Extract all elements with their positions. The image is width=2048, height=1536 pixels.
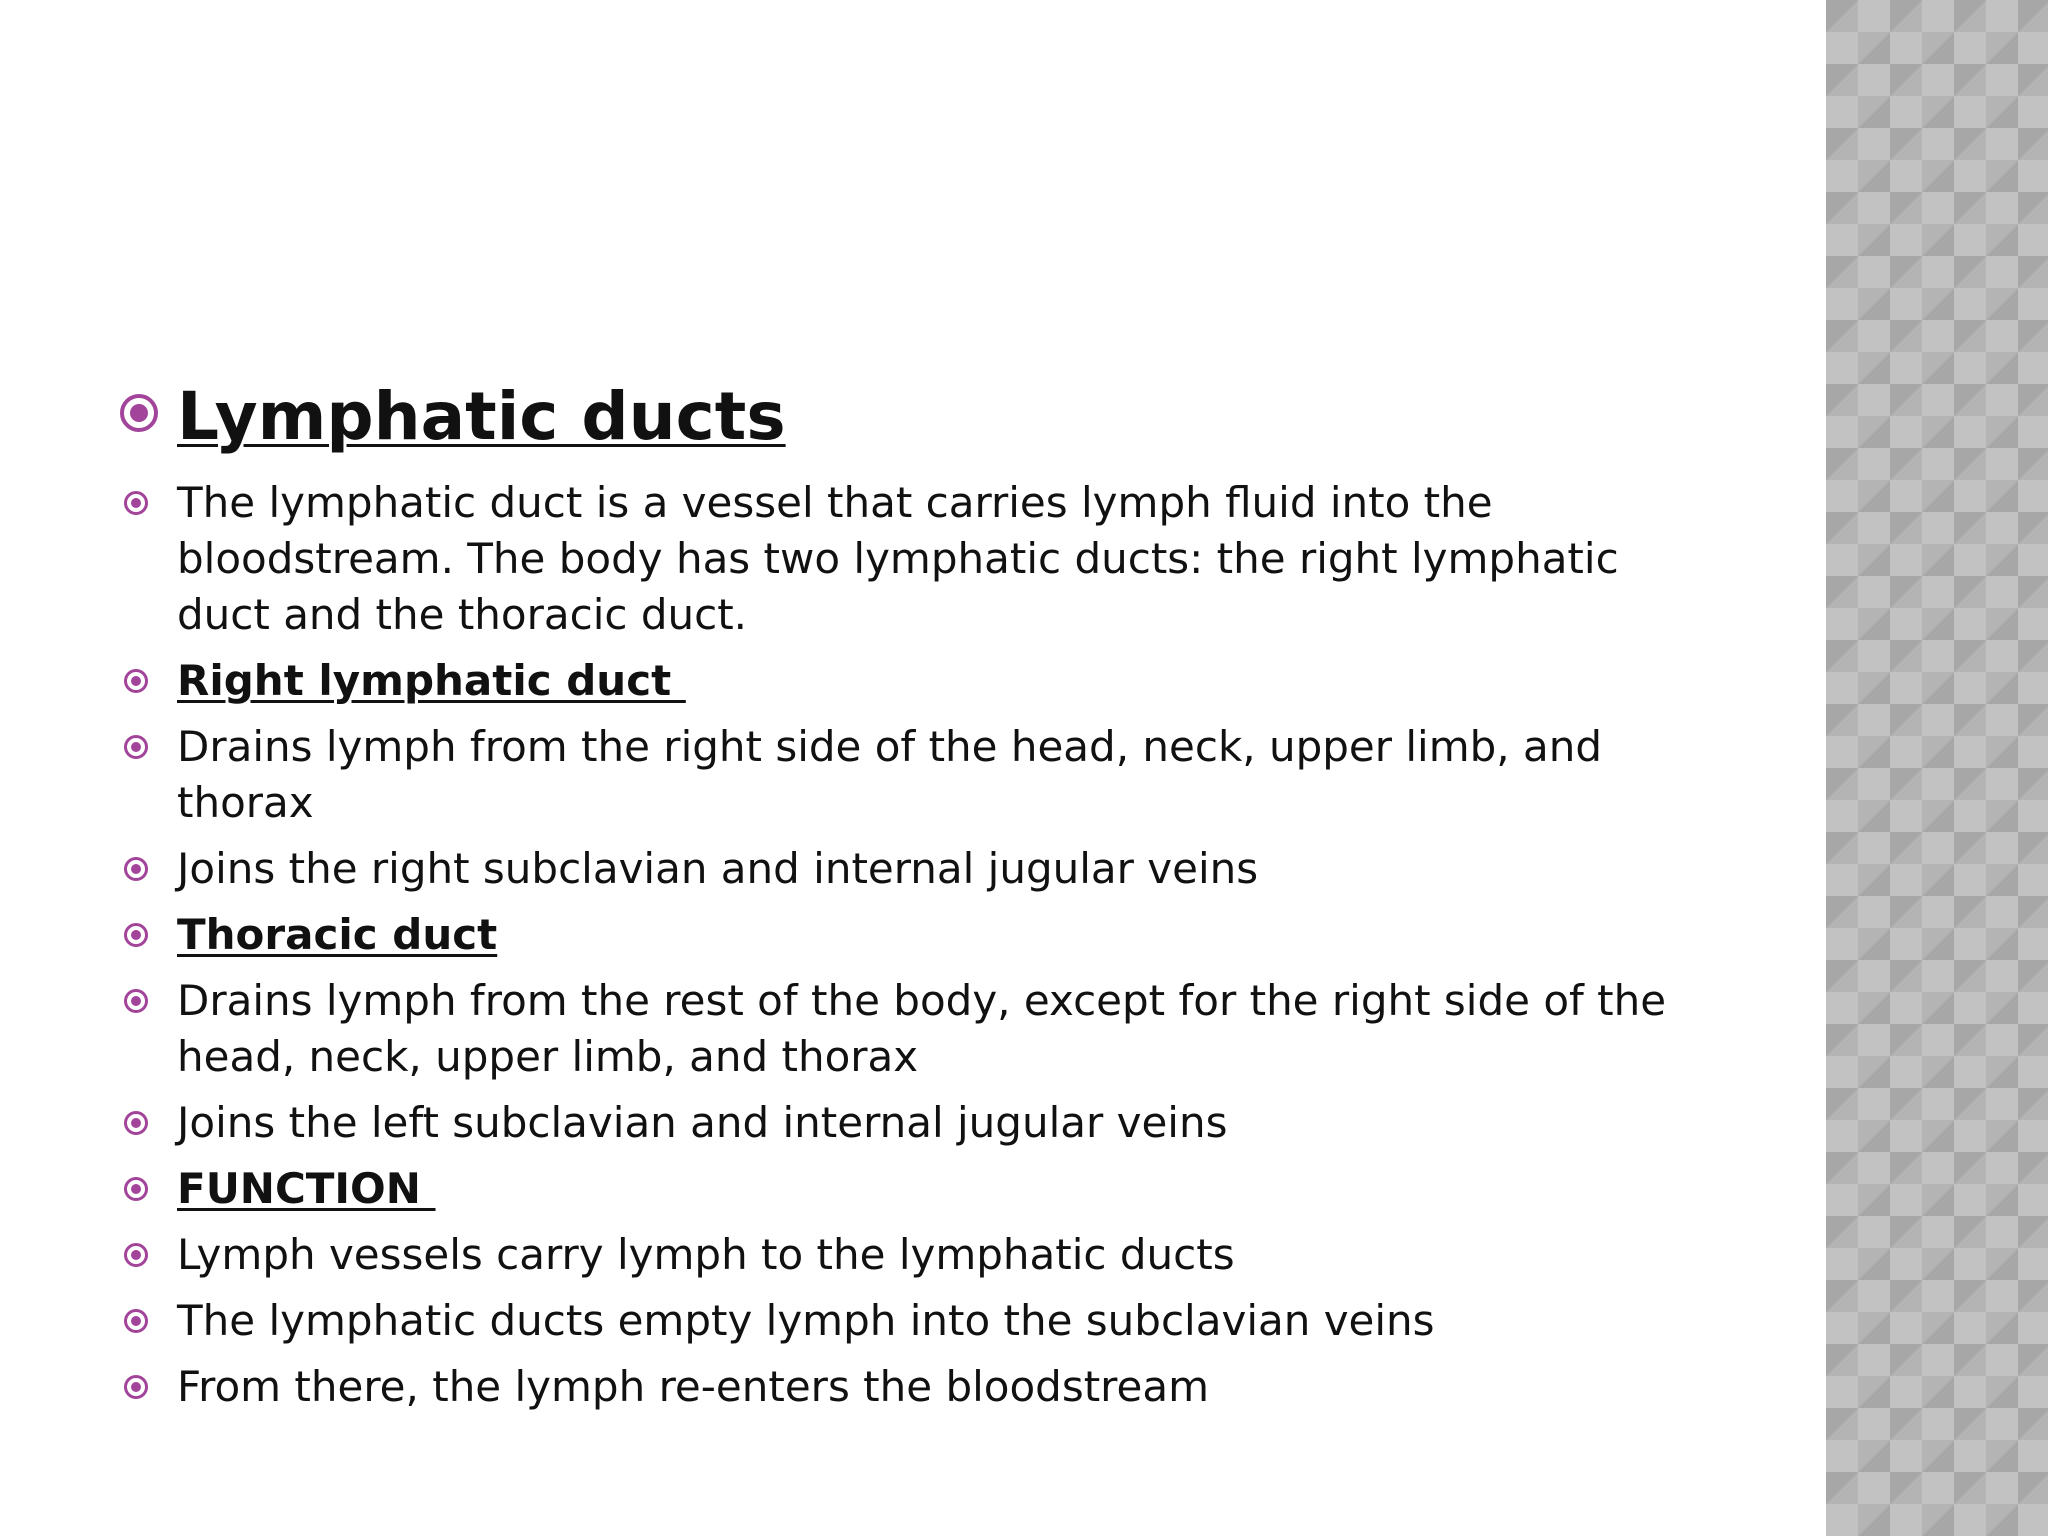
section-heading: FUNCTION [177,1164,436,1213]
slide-title: Lymphatic ducts [177,378,786,455]
bullet-text: Drains lymph from the rest of the body, except for the right side of the head, neck, upper limb, and thorax [177,976,1667,1081]
bullet-text: Joins the left subclavian and internal jugular veins [177,1098,1228,1147]
bullet-list [120,475,1720,1415]
section-heading-item [120,1161,1720,1217]
circle-dot-icon [120,1293,177,1333]
bullet-text: The lymphatic ducts empty lymph into the subclavian veins [177,1296,1435,1345]
circle-dot-icon [120,907,177,947]
circle-dot-icon [120,1359,177,1399]
bullet-text: Lymph vessels carry lymph to the lymphatic ducts [177,1230,1235,1279]
circle-dot-icon [120,1227,177,1267]
bullet-text: Drains lymph from the right side of the head, neck, upper limb, and thorax [177,722,1603,827]
list-item [120,1095,1720,1151]
circle-dot-icon [120,1095,177,1135]
section-heading: Thoracic duct [177,910,498,959]
list-item [120,1227,1720,1283]
list-item [120,1359,1720,1415]
circle-dot-icon [120,1161,177,1201]
list-item [120,719,1720,831]
slide-content [120,375,1720,1425]
bullet-text: Joins the right subclavian and internal jugular veins [177,844,1259,893]
section-heading-item [120,653,1720,709]
section-heading: Right lymphatic duct [177,656,686,705]
bullet-text: The lymphatic duct is a vessel that carries lymph fluid into the bloodstream. The body has two lymphatic ducts: the right lymphatic duct and the thoracic duct. [177,478,1619,639]
circle-dot-icon [120,653,177,693]
list-item [120,1293,1720,1349]
section-heading-item [120,907,1720,963]
circle-dot-icon [120,973,177,1013]
list-item [120,475,1720,643]
list-item [120,973,1720,1085]
circle-dot-icon [120,841,177,881]
decorative-side-panel [1826,0,2048,1536]
circle-dot-icon [120,475,177,515]
list-item [120,841,1720,897]
bullet-text: From there, the lymph re-enters the bloodstream [177,1362,1210,1411]
circle-dot-icon [120,719,177,759]
title-row [120,375,1720,459]
title-bullet-icon [120,402,177,432]
